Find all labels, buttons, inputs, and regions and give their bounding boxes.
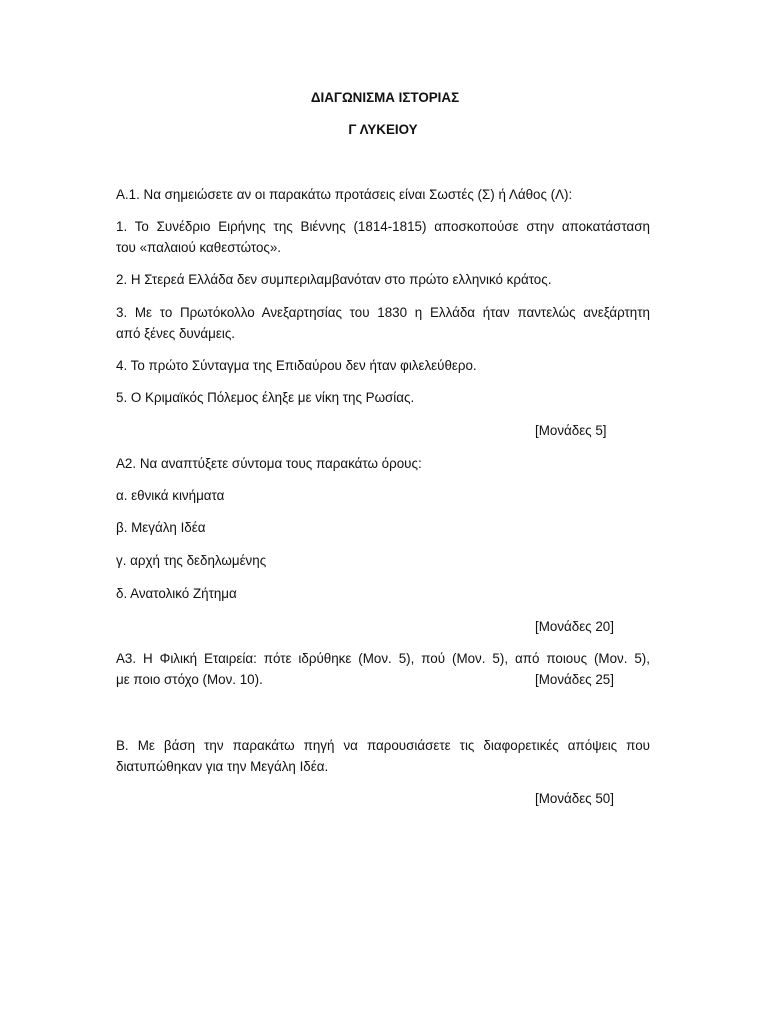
section-b-line1: Β. Με βάση την παρακάτω πηγή να παρουσιάσετε τις διαφορετικές απόψεις που: [116, 738, 650, 753]
a2-marks: [Μονάδες 20]: [535, 619, 614, 634]
document-subtitle: Γ ΛΥΚΕΙΟΥ: [348, 122, 418, 137]
a1-item-1-line1: 1. Το Συνέδριο Ειρήνης της Βιέννης (1814-1815) αποσκοπούσε στην αποκατάσταση: [116, 219, 650, 234]
a1-item-3-line2: από ξένες δυνάμεις.: [116, 326, 235, 341]
section-a2-instruction: Α2. Να αναπτύξετε σύντομα τους παρακάτω όρους:: [116, 456, 422, 471]
a3-marks: [Μονάδες 25]: [535, 672, 614, 687]
section-a3-line1: Α3. Η Φιλική Εταιρεία: πότε ιδρύθηκε (Μον. 5), πού (Μον. 5), από ποιους (Μον. 5),: [116, 651, 650, 666]
a1-item-4: 4. Το πρώτο Σύνταγμα της Επιδαύρου δεν ήταν φιλελεύθερο.: [116, 358, 477, 373]
a1-item-5: 5. Ο Κριμαϊκός Πόλεμος έληξε με νίκη της Ρωσίας.: [116, 390, 415, 405]
a2-item-b: β. Μεγάλη Ιδέα: [116, 520, 206, 535]
a1-item-1-line2: του «παλαιού καθεστώτος».: [116, 240, 282, 255]
a1-marks: [Μονάδες 5]: [535, 423, 607, 438]
a1-item-3-line1: 3. Με το Πρωτόκολλο Ανεξαρτησίας του 1830 η Ελλάδα ήταν παντελώς ανεξάρτητη: [116, 305, 650, 320]
b-marks: [Μονάδες 50]: [535, 791, 614, 806]
a2-item-a: α. εθνικά κινήματα: [116, 488, 225, 503]
section-a3-line2: με ποιο στόχο (Μον. 10).: [116, 672, 263, 687]
a1-item-2: 2. Η Στερεά Ελλάδα δεν συμπεριλαμβανόταν στο πρώτο ελληνικό κράτος.: [116, 272, 552, 287]
a2-item-d: δ. Ανατολικό Ζήτημα: [116, 586, 237, 601]
a2-item-c: γ. αρχή της δεδηλωμένης: [116, 553, 267, 568]
document-title: ΔΙΑΓΩΝΙΣΜΑ ΙΣΤΟΡΙΑΣ: [310, 90, 460, 105]
section-b-line2: διατυπώθηκαν για την Μεγάλη Ιδέα.: [116, 759, 329, 774]
section-a1-instruction: Α.1. Να σημειώσετε αν οι παρακάτω προτάσεις είναι Σωστές (Σ) ή Λάθος (Λ):: [116, 187, 573, 202]
